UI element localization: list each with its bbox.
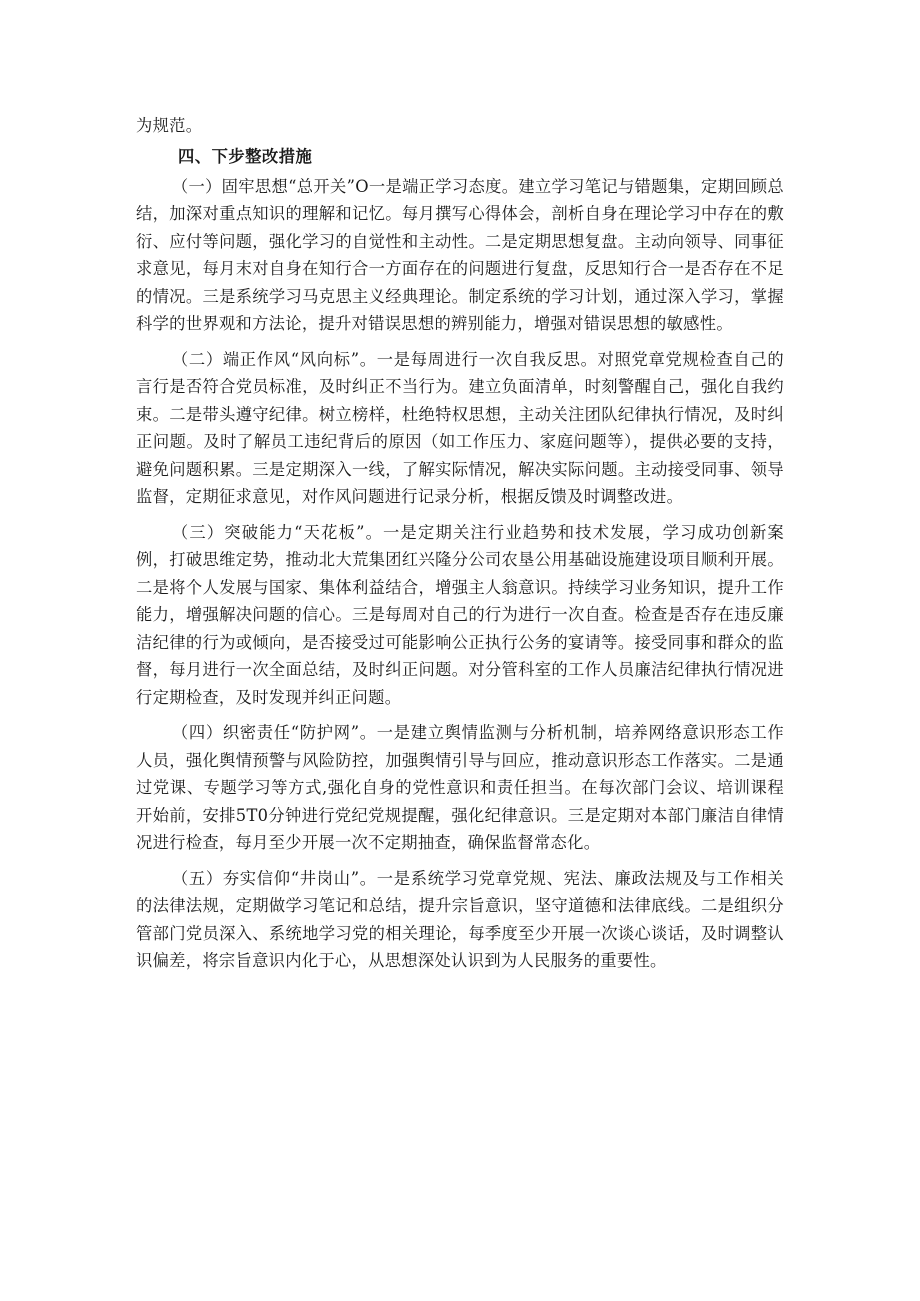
paragraph-4: （四）织密责任“防护网”。一是建立舆情监测与分析机制，培养网络意识形态工作人员，强化舆情预警与风险防控，加强舆情引导与回应，推动意识形态工作落实。二是通过党课、专题学习等方式,强化自身的党性意识和责任担当。在每次部门会议、培训课程开始前，安排5T0分钟进行党纪党规提醒，强化纪律意识。三是定期对本部门廉洁自律情况进行检查，每月至少开展一次不定期抽查，确保监督常态化。	[136, 723, 784, 852]
paragraph-3: （三）突破能力“天花板”。一是定期关注行业趋势和技术发展，学习成功创新案例，打破思维定势，推动北大荒集团红兴隆分公司农垦公用基础设施建设项目顺利开展。二是将个人发展与国家、集体利益结合，增强主人翁意识。持续学习业务知识，提升工作能力，增强解决问题的信心。三是每周对自己的行为进行一次自查。检查是否存在违反廉洁纪律的行为或倾向，是否接受过可能影响公正执行公务的宴请等。接受同事和群众的监督，每月进行一次全面总结，及时纠正问题。对分管科室的工作人员廉洁纪律执行情况进行定期检查，及时发现并纠正问题。	[136, 522, 784, 707]
paragraph-1: （一）固牢思想“总开关”O一是端正学习态度。建立学习笔记与错题集，定期回顾总结，加深对重点知识的理解和记忆。每月撰写心得体会，剖析自身在理论学习中存在的敷衍、应付等问题，强化学习的自觉性和主动性。二是定期思想复盘。主动向领导、同事征求意见，每月末对自身在知行合一方面存在的问题进行复盘，反思知行合一是否存在不足的情况。三是系统学习马克思主义经典理论。制定系统的学习计划，通过深入学习，掌握科学的世界观和方法论，提升对错误思想的辨别能力，增强对错误思想的敏感性。	[136, 176, 784, 333]
paragraph-2: （二）端正作风“风向标”。一是每周进行一次自我反思。对照党章党规检查自己的言行是否符合党员标准，及时纠正不当行为。建立负面清单，时刻警醒自己，强化自我约束。二是带头遵守纪律。树立榜样，杜绝特权思想，主动关注团队纪律执行情况，及时纠正问题。及时了解员工违纪背后的原因（如工作压力、家庭问题等），提供必要的支持，避免问题积累。三是定期深入一线，了解实际情况，解决实际问题。主动接受同事、领导监督，定期征求意见，对作风问题进行记录分析，根据反馈及时调整改进。	[136, 349, 784, 506]
paragraph-5: （五）夯实信仰“井岗山”。一是系统学习党章党规、宪法、廉政法规及与工作相关的法律法规，定期做学习笔记和总结，提升宗旨意识，坚守道德和法律底线。二是组织分管部门党员深入、系统地学习党的相关理论，每季度至少开展一次谈心谈话，及时调整认识偏差，将宗旨意识内化于心，从思想深处认识到为人民服务的重要性。	[136, 868, 784, 970]
document-page	[136, 112, 784, 983]
section-heading: 四、下步整改措施	[178, 146, 313, 166]
intro-tail-text: 为规范。	[136, 116, 203, 135]
